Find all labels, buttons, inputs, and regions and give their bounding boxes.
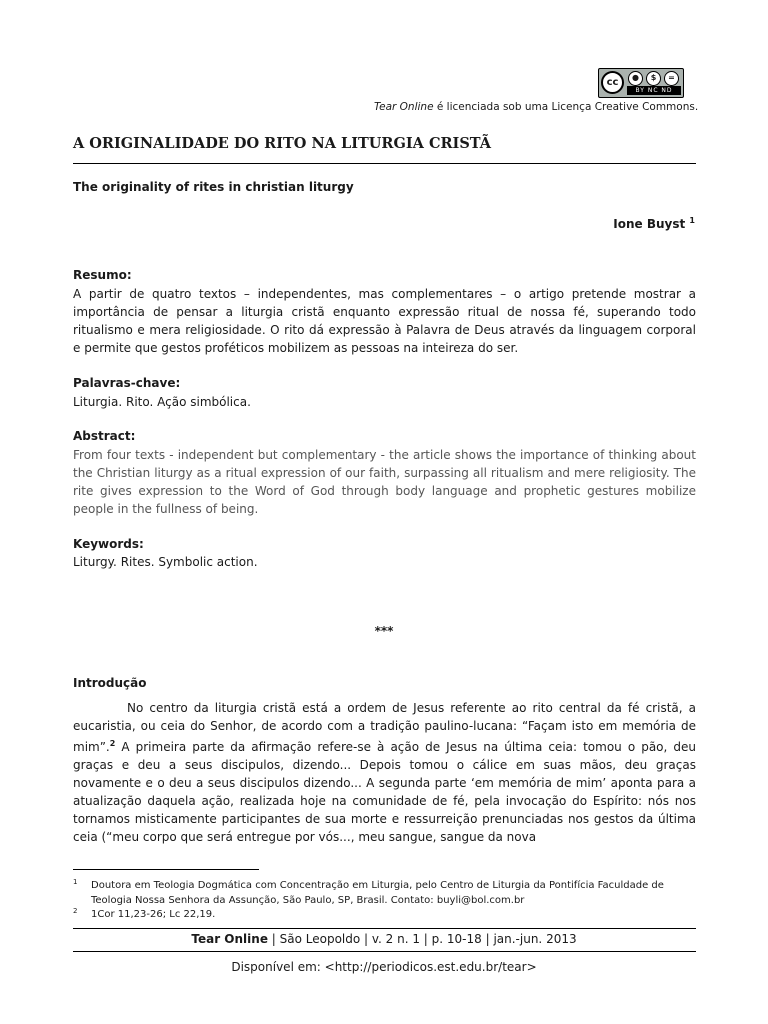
cc-badge-strip: BY NC ND bbox=[627, 86, 681, 95]
introducao-text-part1: No centro da liturgia cristã está a ordem de Jesus referente ao rito central da fé cristã, a eucaristia, ou ceia do Senhor, de acordo com a tradição paulino-lucana: “Façam isto em memória de mim”. bbox=[73, 701, 696, 754]
nc-icon: $ bbox=[646, 71, 661, 86]
creative-commons-badge[interactable] bbox=[598, 68, 684, 98]
footer-issue-info: | São Leopoldo | v. 2 n. 1 | p. 10-18 | jan.-jun. 2013 bbox=[267, 932, 577, 946]
journal-footer bbox=[0, 932, 768, 946]
article-subtitle: The originality of rites in christian liturgy bbox=[73, 180, 354, 194]
keywords-text: Liturgy. Rites. Symbolic action. bbox=[73, 555, 258, 569]
abstract-heading: Abstract: bbox=[73, 429, 136, 443]
license-note bbox=[374, 101, 698, 113]
section-separator: *** bbox=[374, 624, 394, 638]
keywords-heading: Keywords: bbox=[73, 537, 144, 551]
footnote-rule bbox=[73, 869, 259, 870]
by-icon: ● bbox=[628, 71, 643, 86]
footnote-2 bbox=[73, 907, 696, 922]
footer-rule-top bbox=[73, 928, 696, 929]
abstract-text: From four texts - independent but complementary - the article shows the importance of thinking about the Christian liturgy as a ritual expression of our faith, surpassing all ritualism and mere religiosity. The rite gives expression to the Word of God through body language and prophetic gestures mobilize people in the fullness of being. bbox=[73, 448, 696, 516]
license-text: é licenciada sob uma Licença Creative Commons. bbox=[433, 101, 699, 113]
cc-icon: cc bbox=[601, 71, 624, 94]
resumo-heading: Resumo: bbox=[73, 268, 132, 282]
introducao-text bbox=[73, 699, 696, 846]
article-title: A ORIGINALIDADE DO RITO NA LITURGIA CRISTÃ bbox=[73, 135, 492, 152]
footnote-ref-2[interactable]: 2 bbox=[109, 739, 116, 748]
journal-name-italic: Tear Online bbox=[374, 101, 434, 113]
author-name bbox=[613, 216, 695, 231]
footnote-text: 1Cor 11,23-26; Lc 22,19. bbox=[91, 909, 216, 920]
resumo-text: A partir de quatro textos – independentes, mas complementares – o artigo pretende mostrar a importância de pensar a liturgia cristã enquanto expressão ritual de nossa fé, superando todo ritualismo e mera religiosidade. O rito dá expressão à Palavra de Deus através da linguagem corporal e permite que gestos proféticos mobilizem as pessoas na inteireza do ser. bbox=[73, 287, 696, 355]
availability-link[interactable]: Disponível em: <http://periodicos.est.edu.br/tear> bbox=[231, 960, 537, 974]
footnote-1 bbox=[73, 878, 696, 908]
introducao-text-part2: A primeira parte da afirmação refere-se à ação de Jesus na última ceia: tomou o pão, deu graças e deu a seus discipulos, dizendo... Depois tomou o cálice em suas mãos, deu graças novamente e o deu a seus discipulos dizendo... A segunda parte ‘em memória de mim’ aponta para a atualização daquela ação, realizada hoje na comunidade de fé, pela invocação do Espírito: nós nos tornamos misticamente participantes de sua morte e ressurreição prenunciadas nos gestos da última ceia (“meu corpo que será entregue por vós..., meu sangue, sangue da nova bbox=[73, 740, 696, 844]
title-rule bbox=[73, 163, 696, 164]
nd-icon: = bbox=[664, 71, 679, 86]
author-text: Ione Buyst bbox=[613, 217, 686, 231]
footer-rule-bottom bbox=[73, 951, 696, 952]
palavras-chave-text: Liturgia. Rito. Ação simbólica. bbox=[73, 395, 251, 409]
palavras-chave-heading: Palavras-chave: bbox=[73, 376, 181, 390]
footnote-number: 1 bbox=[73, 878, 78, 886]
footer-journal-name: Tear Online bbox=[191, 932, 268, 946]
footnote-number: 2 bbox=[73, 907, 78, 915]
footnote-ref-1[interactable]: 1 bbox=[689, 216, 695, 225]
introducao-heading: Introdução bbox=[73, 676, 147, 690]
footnote-text: Doutora em Teologia Dogmática com Concentração em Liturgia, pelo Centro de Liturgia da Pontifícia Faculdade de Teologia Nossa Senhora da Assunção, São Paulo, SP, Brasil. Contato: buyli@bol.com.br bbox=[91, 880, 664, 906]
